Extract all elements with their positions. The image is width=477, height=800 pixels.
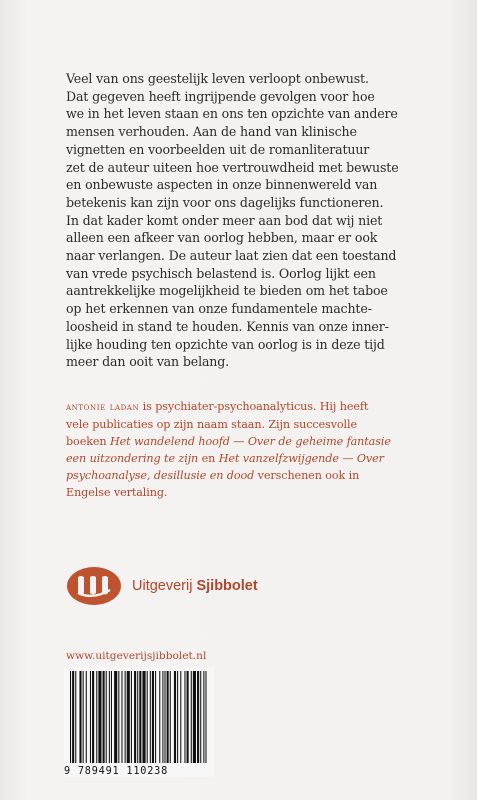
bio-text: verschenen ook in [254, 469, 360, 483]
barcode-bar [159, 671, 160, 763]
publisher-name-prefix: Uitgeverij [132, 578, 197, 594]
barcode-bar [150, 671, 151, 763]
barcode-bar [167, 671, 169, 763]
barcode-bar [127, 671, 130, 763]
barcode-bar [72, 671, 74, 763]
blurb-line: op het erkennen van onze fundamentele machte- [66, 301, 372, 317]
bio-line [66, 450, 418, 467]
blurb-line: mensen verhouden. Aan de hand van klinische [66, 124, 357, 140]
barcode-bar [197, 671, 199, 763]
book-title: Het wandelend hoofd — Over de geheime fantasie [109, 435, 391, 449]
barcode-bar [90, 671, 91, 763]
barcode-bar [193, 671, 196, 763]
barcode-bar [75, 671, 76, 763]
barcode-bar [121, 671, 122, 763]
barcode-bar [165, 671, 166, 763]
publisher-block [66, 566, 258, 606]
blurb-line: aantrekkelijke mogelijkheid te bieden om het taboe [66, 283, 388, 299]
blurb-line: meer dan ooit van belang. [66, 354, 230, 370]
barcode-bar [139, 671, 141, 763]
barcode-bar [142, 671, 145, 763]
blurb-line: alleen een afkeer van oorlog hebben, maar er ook [66, 230, 378, 246]
blurb-line: lijke houding ten opzichte van oorlog is in deze tijd [66, 336, 385, 352]
publisher-url: www.uitgeverijsjibbolet.nl [66, 650, 207, 662]
bio-line [66, 433, 418, 450]
barcode-bar [131, 671, 132, 763]
blurb-line: en onbewuste aspecten in onze binnenwereld van [66, 177, 378, 193]
book-title: Het vanzelfzwijgende — Over [218, 452, 384, 466]
blurb-text [66, 70, 418, 371]
barcode-bar [125, 671, 126, 763]
publisher-name [132, 578, 258, 594]
blurb-line: In dat kader komt onder meer aan bod dat wij niet [66, 212, 383, 228]
barcode-bar [106, 671, 107, 763]
barcode-bar [191, 671, 192, 763]
isbn-number: 9 789491 110238 [64, 766, 169, 777]
barcode-bar [83, 671, 84, 763]
bio-line [66, 467, 418, 484]
blurb-line: we in het leven staan en ons ten opzichte van andere [66, 106, 398, 122]
barcode-bar [134, 671, 136, 763]
bio-line: vele publicaties op zijn naam staan. Zijn succesvolle [66, 418, 358, 432]
blurb-line: Veel van ons geestelijk leven verloopt onbewust. [66, 71, 369, 86]
barcode-bar [162, 671, 163, 763]
barcode-bar [200, 671, 201, 763]
blurb-line: loosheid in stand te houden. Kennis van onze inner- [66, 318, 389, 334]
blurb-line: vignetten en voorbeelden uit de romanliteratuur [66, 141, 370, 157]
barcode-bar [114, 671, 117, 763]
publisher-logo-icon [66, 566, 122, 606]
bio-text: en [198, 452, 219, 466]
blurb-line: van vrede psychisch belastend is. Oorlog lijkt een [66, 265, 376, 281]
barcode-bar [152, 671, 154, 763]
author-bio [66, 398, 418, 502]
bio-line [66, 398, 418, 416]
bio-text: boeken [66, 435, 110, 449]
barcode-bar [137, 671, 138, 763]
book-title: psychoanalyse, desillusie en dood [66, 469, 255, 483]
barcode-bar [98, 671, 101, 763]
blurb-line: zet de auteur uiteen hoe vertrouwdheid met bewuste [66, 159, 399, 175]
barcode-bar [203, 671, 204, 763]
barcode-bar [79, 671, 81, 763]
bio-text: is psychiater-psychoanalyticus. Hij heeft [139, 400, 369, 413]
barcode-bar [103, 671, 105, 763]
barcode-bar [70, 671, 71, 763]
book-title: een uitzondering te zijn [66, 452, 199, 466]
author-name: antonie ladan [66, 401, 140, 413]
blurb-line: Dat gegeven heeft ingrijpende gevolgen voor hoe [66, 88, 375, 104]
barcode-bar [118, 671, 119, 763]
barcode-bar [147, 671, 148, 763]
barcode-bar [180, 671, 181, 763]
bio-line: Engelse vertaling. [66, 486, 168, 500]
barcode-bar [177, 671, 178, 763]
blurb-line: naar verlangen. De auteur laat zien dat een toestand [66, 248, 397, 264]
barcode-bar [86, 671, 87, 763]
barcode-bar [109, 671, 110, 763]
barcode-bar [174, 671, 176, 763]
barcode-bar [187, 671, 189, 763]
barcode [64, 667, 214, 777]
blurb-line: betekenis kan zijn voor ons dagelijks functioneren. [66, 194, 384, 210]
barcode-bar [205, 671, 206, 763]
barcode-bar [184, 671, 185, 763]
barcode-bar [111, 671, 112, 763]
barcode-bar [155, 671, 156, 763]
barcode-bar [92, 671, 94, 763]
publisher-name-bold: Sjibbolet [196, 578, 258, 594]
barcode-bar [96, 671, 97, 763]
barcode-bar [170, 671, 171, 763]
barcode-bars [64, 667, 214, 767]
